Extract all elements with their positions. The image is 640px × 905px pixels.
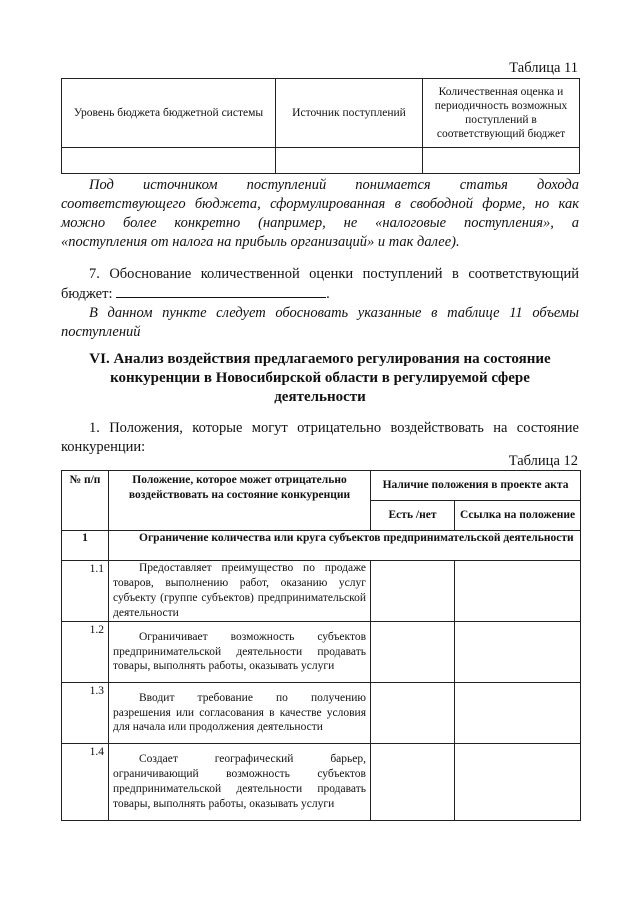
table11-header-budget-level: Уровень бюджета бюджетной системы [62, 79, 276, 148]
section7-line: 7. Обоснование количественной оценки поступлений в соответствующий [89, 266, 579, 282]
table11-header-source: Источник поступлений [276, 79, 423, 148]
note-line: можно более конкретно (например, не «налоговые поступления», а [61, 215, 579, 231]
section7-note-line: поступлений [61, 324, 141, 340]
section7-note-line: В данном пункте следует обосновать указанные в таблице 11 объемы [89, 305, 579, 321]
table11-caption: Таблица 11 [509, 60, 578, 76]
note-line: «поступления от налога на прибыль организаций» и так далее). [61, 234, 460, 250]
table11-header-estimate: Количественная оценка и периодичность возможных поступлений в соответствующий бюджет [423, 79, 580, 148]
table12-header-presence: Наличие положения в проекте акта [371, 471, 581, 501]
table-row [62, 561, 581, 622]
table12-header-yes-no: Есть /нет [371, 501, 455, 531]
table-row [62, 683, 581, 744]
table12-header-num: № п/п [62, 471, 109, 531]
answer-blank-line [116, 284, 326, 298]
row-text: Ограничивает возможность субъектов предпринимательской деятельности продавать товары, выполнять работы, оказывать услуги [109, 622, 371, 683]
table12-group-row [62, 531, 581, 561]
table12-group-text: Ограничение количества или круга субъектов предпринимательской деятельности [109, 531, 581, 561]
row-num: 1.2 [62, 622, 109, 683]
table11 [61, 78, 580, 174]
row-text: Создает географический барьер, ограничивающий возможность субъектов предпринимательской деятельности продавать товары, выполнять работы, оказывать услуги [109, 744, 371, 821]
heading-line: конкуренции в Новосибирской области в регулируемой сфере [110, 370, 530, 386]
table12-group-num: 1 [62, 531, 109, 561]
row-num: 1.3 [62, 683, 109, 744]
table-row [62, 744, 581, 821]
row-text: Вводит требование по получению разрешения или согласования в качестве условия для начала или продолжения деятельности [109, 683, 371, 744]
table12-header-position: Положение, которое может отрицательно воздействовать на состояние конкуренции [109, 471, 371, 531]
section7-tail: . [326, 286, 330, 302]
table12-header-row [62, 471, 581, 501]
row-yes-no-cell [371, 744, 455, 821]
item1 [61, 419, 579, 457]
row-num: 1.1 [62, 561, 109, 622]
row-link-cell [455, 744, 581, 821]
section7-label: бюджет: [61, 286, 113, 302]
row-yes-no-cell [371, 561, 455, 622]
row-link-cell [455, 622, 581, 683]
heading-line: VI. Анализ воздействия предлагаемого регулирования на состояние [89, 351, 551, 367]
row-text: Предоставляет преимущество по продаже товаров, выполнению работ, оказанию услуг субъекту (группе субъектов) предпринимательской деятельности [109, 561, 371, 622]
table12-header-link: Ссылка на положение [455, 501, 581, 531]
table11-cell-empty [423, 148, 580, 174]
heading-line: деятельности [274, 389, 366, 405]
section-heading [61, 350, 579, 407]
table11-note [61, 176, 579, 252]
table11-cell-empty [62, 148, 276, 174]
table11-header-row [62, 79, 580, 148]
row-yes-no-cell [371, 683, 455, 744]
table12-caption: Таблица 12 [508, 453, 578, 469]
note-line: Под источником поступлений понимается статья дохода [89, 177, 579, 193]
table-row [62, 622, 581, 683]
table11-cell-empty [276, 148, 423, 174]
item1-line: 1. Положения, которые могут отрицательно воздействовать на состояние [89, 420, 579, 436]
item1-line: конкуренции: [61, 439, 146, 455]
section7 [61, 265, 579, 342]
row-link-cell [455, 683, 581, 744]
note-line: соответствующего бюджета, сформулированная в свободной форме, но как [61, 196, 579, 212]
section7-line2 [61, 284, 579, 304]
row-yes-no-cell [371, 622, 455, 683]
row-num: 1.4 [62, 744, 109, 821]
row-link-cell [455, 561, 581, 622]
table12 [61, 470, 581, 821]
table11-empty-row [62, 148, 580, 174]
